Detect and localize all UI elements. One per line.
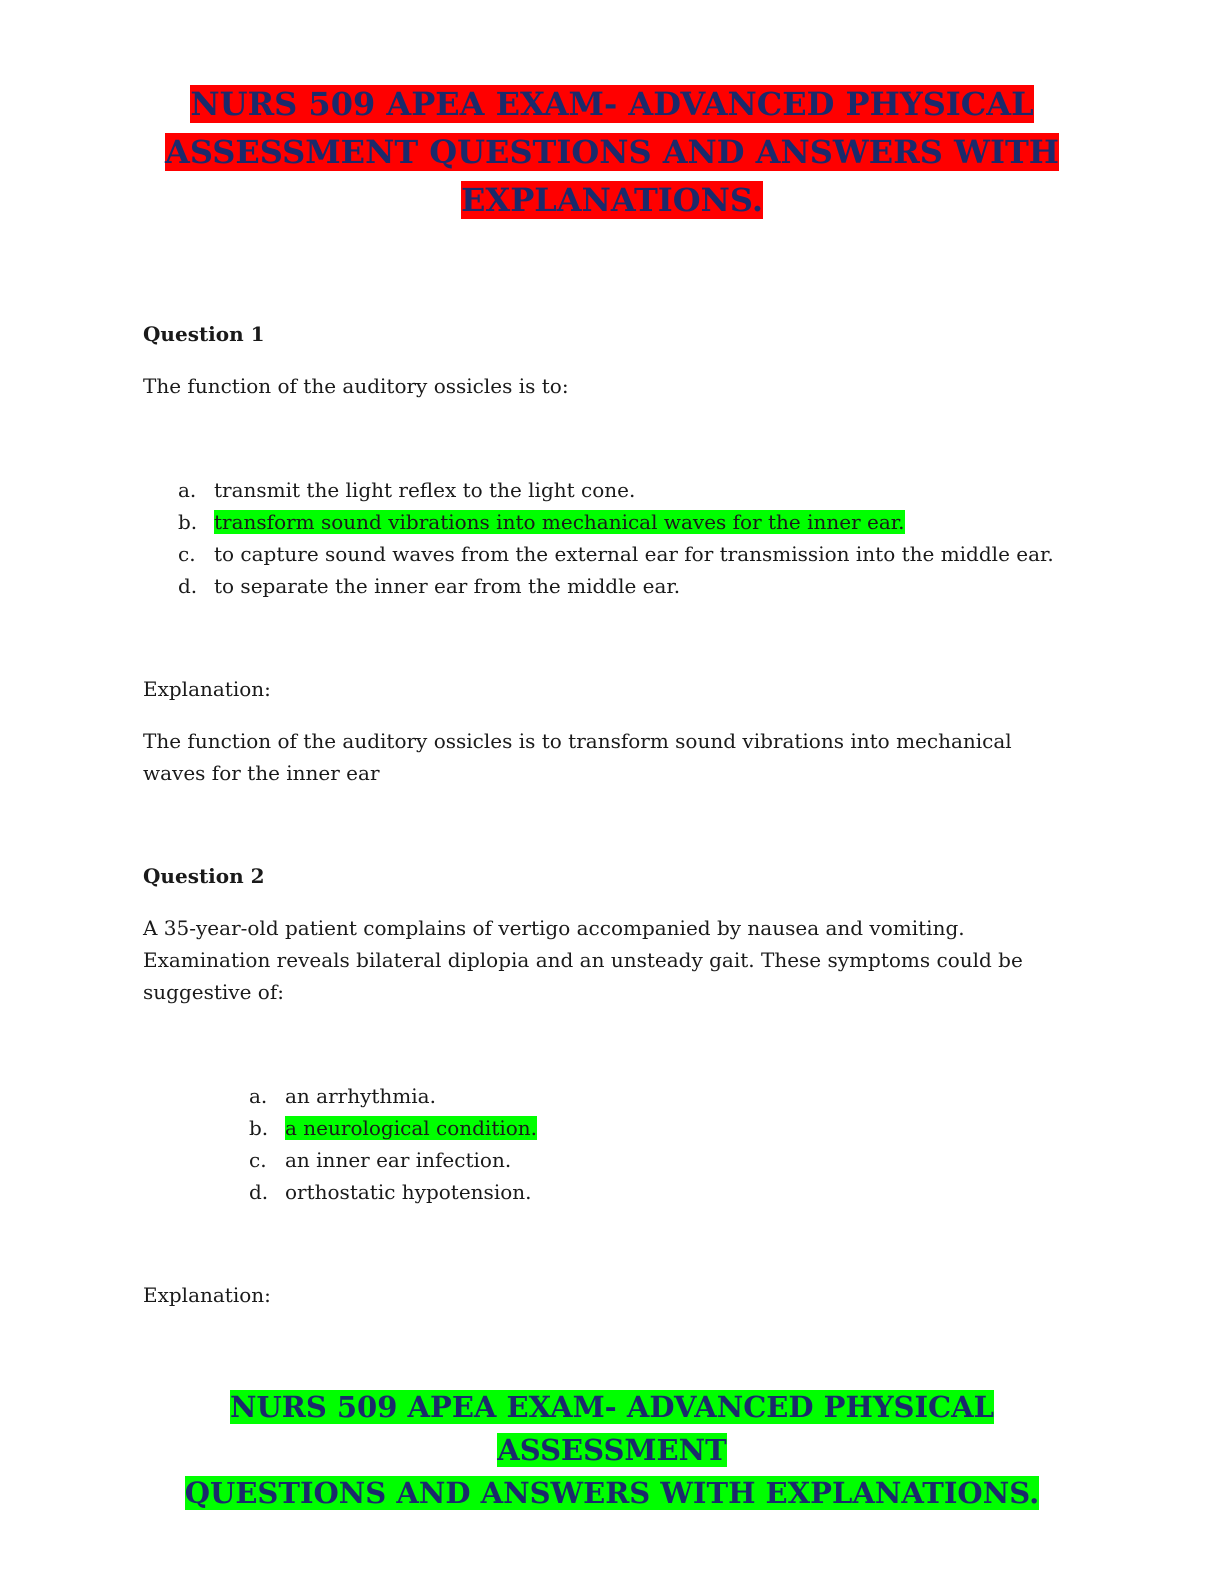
- option-c: [249, 1144, 537, 1176]
- option-letter: d.: [249, 1180, 269, 1204]
- option-d: [249, 1176, 537, 1208]
- option-a: [249, 1080, 537, 1112]
- title-line: EXPLANATIONS.: [461, 181, 763, 219]
- document-title: [150, 80, 1074, 224]
- option-letter: a.: [178, 478, 197, 502]
- option-text: transmit the light reflex to the light cone.: [214, 478, 636, 502]
- option-letter: c.: [249, 1148, 267, 1172]
- title-line: NURS 509 APEA EXAM- ADVANCED PHYSICAL: [190, 85, 1034, 123]
- footer-line: NURS 509 APEA EXAM- ADVANCED PHYSICAL ASSESSMENT: [229, 1390, 995, 1467]
- footer-title: [120, 1386, 1104, 1515]
- option-text-highlighted: a neurological condition.: [285, 1116, 538, 1140]
- question-1-explanation-label: Explanation:: [143, 677, 271, 701]
- question-1-heading: Question 1: [143, 322, 265, 346]
- footer-line: QUESTIONS AND ANSWERS WITH EXPLANATIONS.: [184, 1476, 1040, 1510]
- title-line: ASSESSMENT QUESTIONS AND ANSWERS WITH: [165, 133, 1059, 171]
- question-2-heading: Question 2: [143, 864, 265, 888]
- question-1-stem: The function of the auditory ossicles is to:: [143, 374, 569, 398]
- option-letter: b.: [178, 510, 198, 534]
- option-letter: a.: [249, 1084, 268, 1108]
- option-letter: d.: [178, 574, 198, 598]
- option-letter: c.: [178, 542, 196, 566]
- question-2-stem: A 35-year-old patient complains of vertigo accompanied by nausea and vomiting. Examination reveals bilateral diplopia and an unsteady gait. These symptoms could be suggestive of:: [143, 916, 1023, 1004]
- option-text: to separate the inner ear from the middle ear.: [214, 574, 681, 598]
- option-text-highlighted: transform sound vibrations into mechanical waves for the inner ear.: [214, 510, 905, 534]
- option-letter: b.: [249, 1116, 269, 1140]
- option-text: to capture sound waves from the external ear for transmission into the middle ear.: [214, 542, 1054, 566]
- option-b-correct: [178, 506, 1054, 538]
- option-d: [178, 570, 1054, 602]
- option-text: an inner ear infection.: [285, 1148, 512, 1172]
- question-2-explanation-label: Explanation:: [143, 1283, 271, 1307]
- question-1-explanation-text: The function of the auditory ossicles is to transform sound vibrations into mechanical waves for the inner ear: [143, 729, 1012, 785]
- option-text: orthostatic hypotension.: [285, 1180, 532, 1204]
- option-text: an arrhythmia.: [285, 1084, 436, 1108]
- question-2-options: [249, 1080, 537, 1208]
- option-b-correct: [249, 1112, 537, 1144]
- option-a: [178, 474, 1054, 506]
- option-c: [178, 538, 1054, 570]
- question-1-options: [178, 474, 1054, 602]
